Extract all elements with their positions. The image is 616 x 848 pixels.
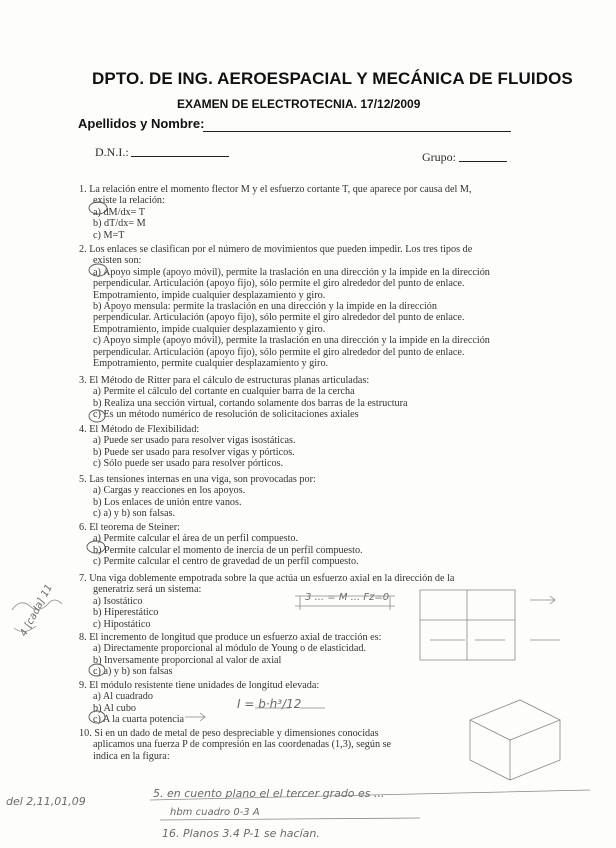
answer-circle-q3 [89, 410, 105, 422]
option-b: b) Al cubo [93, 702, 137, 714]
arrow-sketch [530, 596, 560, 640]
question-text: 10. Si en un dado de metal de peso despreciable y dimensiones conocidas [79, 728, 379, 739]
option-c: c) Es un método numérico de resolución de solicitaciones axiales [93, 409, 359, 421]
frame-sketch [420, 590, 515, 660]
margin-sketch [12, 600, 62, 632]
arrow-q9 [185, 713, 205, 721]
option-a: a) Permite calcular el área de un perfil compuesto. [93, 533, 299, 545]
option-b-cont: perpendicular. Articulación (apoyo fijo), sólo permite el giro alrededor del punto de enlace. [93, 312, 465, 324]
option-c: c) a) y b) son falsas [93, 666, 173, 678]
option-b-cont: Empotramiento, impide cualquier desplazamiento y giro. [93, 323, 326, 335]
handwritten-note-1: 5. en cuento plano el el tercer grado es ... [153, 787, 385, 800]
handwritten-note-3: 16. Planos 3.4 P-1 se hacían. [162, 827, 320, 840]
beam-sketch [295, 596, 395, 610]
exam-title: EXAMEN DE ELECTROTECNIA. 17/12/2009 [177, 97, 421, 111]
question-text: 3. El Método de Ritter para el cálculo de estructuras planas articuladas: [79, 375, 370, 386]
question-text: 6. El teorema de Steiner: [79, 522, 180, 533]
handwritten-equation-q7: 3 ... = M ... Fz=0 [305, 592, 390, 603]
answer-circle-q8 [89, 664, 105, 676]
option-a-cont: perpendicular. Articulación (apoyo fijo), sólo permite el giro alrededor del punto de enlace. [93, 278, 465, 290]
answer-circle-q9 [89, 711, 105, 723]
option-b: b) Realiza una sección virtual, cortando solamente dos barras de la estructura [93, 397, 408, 409]
question-text: aplicamos una fuerza P de compresión en las coordenadas (1,3), según se [93, 739, 392, 751]
question-text: indica en la figura: [93, 750, 170, 762]
option-b: b) Puede ser usado para resolver vigas y pórticos. [93, 446, 295, 458]
option-a: a) Al cuadrado [93, 691, 153, 703]
question-text: 4. El Método de Flexibilidad: [79, 424, 200, 435]
option-a: a) Permite el cálculo del cortante en cualquier barra de la cercha [93, 386, 355, 398]
handwritten-note-2: hbm cuadro 0-3 A [170, 807, 260, 818]
question-text: 8. El incremento de longitud que produce un esfuerzo axial de tracción es: [79, 632, 382, 643]
option-b: b) dT/dx= M [93, 218, 146, 230]
answer-circle-q1 [89, 202, 107, 214]
option-b: b) Permite calcular el momento de inercia de un perfil compuesto. [93, 544, 363, 556]
group-label: Grupo: [422, 150, 456, 164]
option-c: c) Apoyo simple (apoyo móvil), permite la traslación en una dirección y la impide en la dirección [93, 335, 490, 347]
question-text: 5. Las tensiones internas en una viga, son provocadas por: [79, 474, 316, 485]
option-a: a) Puede ser usado para resolver vigas isostáticas. [93, 435, 296, 447]
option-b: b) Apoyo mensula: permite la traslación en una dirección y la impide en la dirección [93, 301, 437, 313]
answer-circle-q2 [89, 264, 107, 276]
note-strokes [150, 790, 590, 820]
department-title: DPTO. DE ING. AEROESPACIAL Y MECÁNICA DE FLUIDOS [92, 69, 573, 88]
option-c: c) Sólo puede ser usado para resolver pórticos. [93, 458, 284, 470]
option-a: a) Cargas y reacciones en los apoyos. [93, 485, 246, 497]
option-c: c) Permite calcular el centro de gravedad de un perfil compuesto. [93, 556, 359, 568]
option-a-cont: Empotramiento, impide cualquier desplazamiento y giro. [93, 289, 326, 301]
option-a: a) Directamente proporcional al módulo de Young o de elasticidad. [93, 643, 367, 655]
name-label: Apellidos y Nombre: [78, 116, 205, 131]
handwritten-margin-note: 4 [cada] 11 [18, 582, 56, 639]
option-b: b) Los enlaces de unión entre vanos. [93, 496, 242, 508]
question-text: existen son: [93, 255, 142, 267]
question-text: 1. La relación entre el momento flector M y el esfuerzo cortante T, que aparece por causa del M, [79, 184, 472, 195]
handwritten-date: del 2,11,01,09 [6, 795, 86, 808]
option-b: b) Inversamente proporcional al valor de axial [93, 654, 282, 666]
handwritten-equation-q9: I = b·h³/12 [237, 697, 302, 711]
option-c: c) a) y b) son falsas. [93, 508, 176, 520]
question-text: existe la relación: [93, 195, 165, 207]
answer-circle-q6 [87, 541, 105, 553]
option-c: c) A la cuarta potencia [93, 714, 185, 726]
option-b: b) Hiperestático [93, 607, 159, 619]
option-c: c) Hipostático [93, 618, 151, 630]
option-c-cont: Empotramiento, permite cualquier desplazamiento y giro. [93, 358, 329, 370]
option-c: c) M=T [93, 229, 125, 241]
question-text: 9. El módulo resistente tiene unidades de longitud elevada: [79, 680, 320, 691]
cube-sketch [470, 700, 560, 780]
option-c-cont: perpendicular. Articulación (apoyo fijo), sólo permite el giro alrededor del punto de enlace. [93, 346, 465, 358]
dni-label: D.N.I.: [95, 145, 129, 159]
question-text: 7. Una viga doblemente empotrada sobre la que actúa un esfuerzo axial en la dirección de la [79, 573, 455, 584]
question-text: generatriz será un sistema: [93, 584, 202, 596]
option-a: a) dM/dx= T [93, 206, 145, 218]
option-a: a) Apoyo simple (apoyo móvil), permite la traslación en una dirección y la impide en la dirección [93, 266, 490, 278]
question-text: 2. Los enlaces se clasifican por el número de movimientos que pueden impedir. Los tres tipos de [79, 244, 473, 255]
option-a: a) Isostático [93, 595, 143, 607]
